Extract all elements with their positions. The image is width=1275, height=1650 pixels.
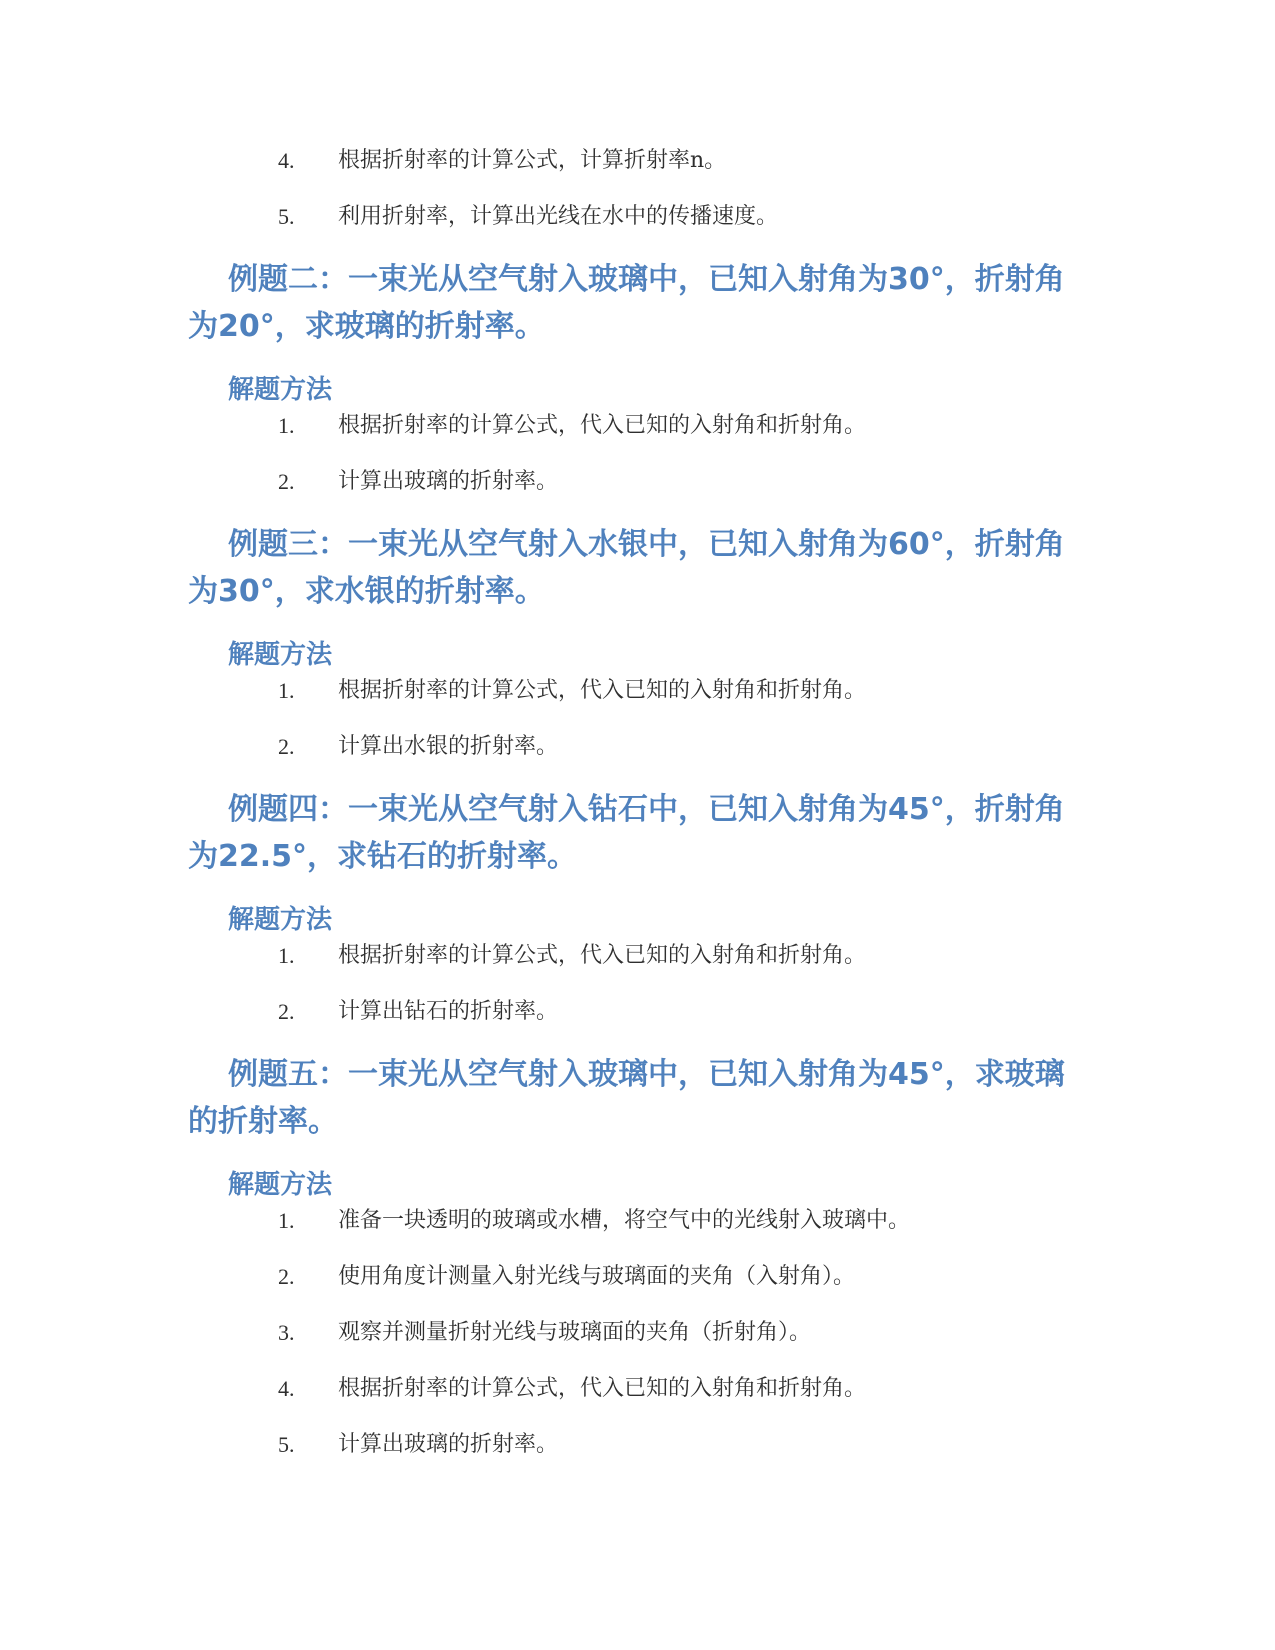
list-item [0, 676, 1275, 732]
example-2-method-heading: 解题方法 [228, 375, 333, 405]
step-number: 1. [278, 1208, 295, 1233]
step-number: 4. [278, 1376, 295, 1401]
step-text: 准备一块透明的玻璃或水槽，将空气中的光线射入玻璃中。 [338, 1208, 911, 1233]
example-3-step-list [0, 676, 1275, 788]
step-text: 根据折射率的计算公式，代入已知的入射角和折射角。 [338, 413, 867, 438]
example-4-method-heading: 解题方法 [228, 905, 333, 935]
example-5-step-list [0, 1206, 1275, 1486]
step-number: 1. [278, 943, 295, 968]
example-3-method-heading: 解题方法 [228, 640, 333, 670]
step-text: 根据折射率的计算公式，代入已知的入射角和折射角。 [338, 943, 867, 968]
step-text: 根据折射率的计算公式，代入已知的入射角和折射角。 [338, 1376, 867, 1401]
step-text: 观察并测量折射光线与玻璃面的夹角（折射角）。 [338, 1320, 812, 1345]
list-item [0, 732, 1275, 788]
example-2-title: 例题二：一束光从空气射入玻璃中，已知入射角为30°，折射角为20°，求玻璃的折射率。 [188, 262, 1065, 344]
step-number: 2. [278, 999, 295, 1024]
list-item [0, 1262, 1275, 1318]
step-number: 2. [278, 1264, 295, 1289]
example-2-step-list [0, 411, 1275, 523]
list-item [0, 202, 1275, 258]
list-item [0, 411, 1275, 467]
step-number: 2. [278, 469, 295, 494]
step-number: 2. [278, 734, 295, 759]
step-text: 使用角度计测量入射光线与玻璃面的夹角（入射角）。 [338, 1264, 856, 1289]
example-4-title: 例题四：一束光从空气射入钻石中，已知入射角为45°，折射角为22.5°，求钻石的折射率。 [188, 792, 1065, 874]
step-number: 1. [278, 413, 295, 438]
step-number: 5. [278, 1432, 295, 1457]
step-number: 4. [278, 148, 295, 173]
example-5-title: 例题五：一束光从空气射入玻璃中，已知入射角为45°，求玻璃的折射率。 [188, 1057, 1065, 1139]
step-number: 5. [278, 204, 295, 229]
step-number: 3. [278, 1320, 295, 1345]
step-text: 利用折射率，计算出光线在水中的传播速度。 [338, 204, 779, 229]
example-5-method-heading: 解题方法 [228, 1170, 333, 1200]
list-item [0, 1430, 1275, 1486]
list-item [0, 1206, 1275, 1262]
list-item [0, 146, 1275, 202]
list-item [0, 997, 1275, 1053]
list-item [0, 467, 1275, 523]
step-text: 计算出玻璃的折射率。 [338, 469, 559, 494]
step-text: 根据折射率的计算公式，代入已知的入射角和折射角。 [338, 678, 867, 703]
list-item [0, 941, 1275, 997]
example-4-step-list [0, 941, 1275, 1053]
step-text: 计算出玻璃的折射率。 [338, 1432, 559, 1457]
step-text: 根据折射率的计算公式，计算折射率n。 [338, 148, 727, 173]
step-number: 1. [278, 678, 295, 703]
list-item [0, 1318, 1275, 1374]
example-3-title: 例题三：一束光从空气射入水银中，已知入射角为60°，折射角为30°，求水银的折射率。 [188, 527, 1065, 609]
step-text: 计算出钻石的折射率。 [338, 999, 559, 1024]
list-item [0, 1374, 1275, 1430]
step-text: 计算出水银的折射率。 [338, 734, 559, 759]
continuation-step-list [0, 146, 1275, 258]
